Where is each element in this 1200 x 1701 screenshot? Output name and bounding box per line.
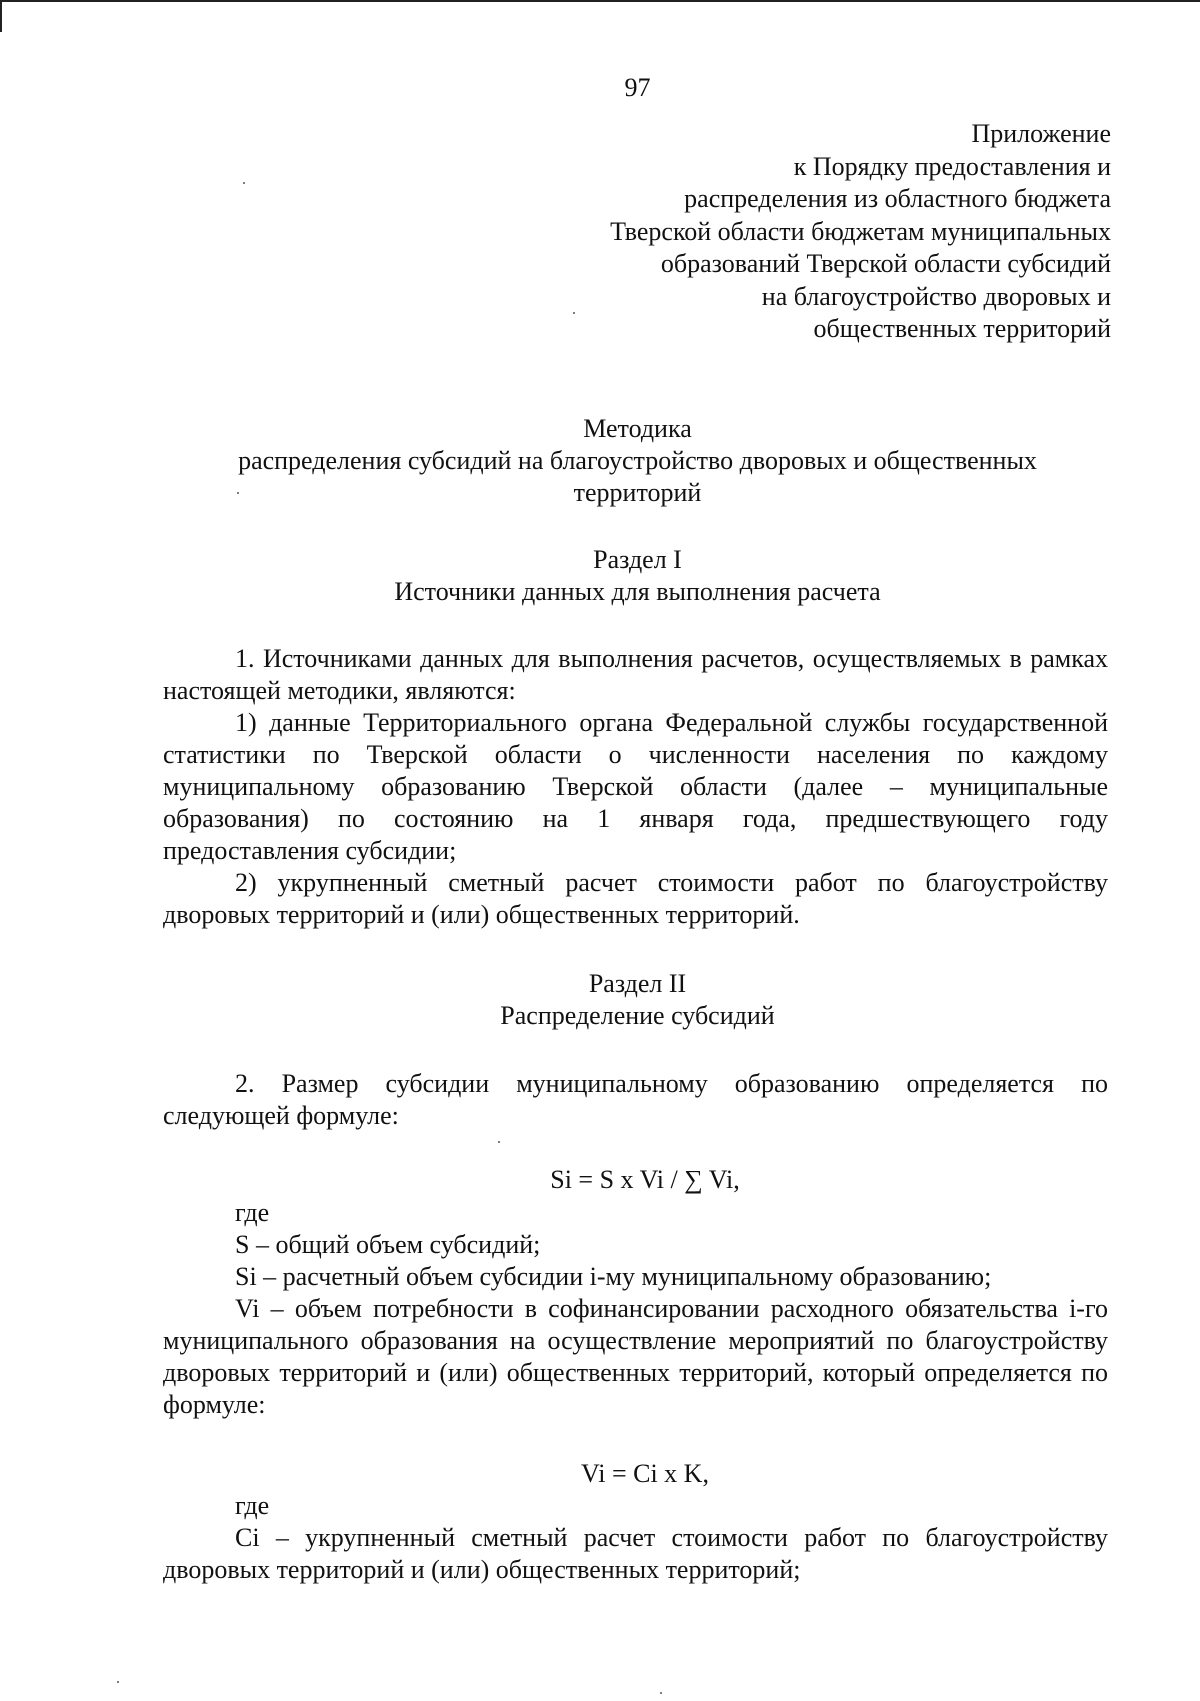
definition-vi: Vi – объем потребности в софинансировании расходного обязательства i-го муниципального образования на осуществление мероприятий по благоустройству дворовых территорий и (или) общественных территорий, который определяется по формуле: [163,1294,1108,1419]
formula-1-definitions [163,1197,1108,1421]
paragraph-2 [163,1068,1108,1132]
formula-vi: Vi = Ci x K, [581,1459,709,1488]
scan-speck [243,182,245,184]
where-label: где [235,1491,270,1520]
section-1-heading [150,544,1125,608]
section-heading: Раздел I [593,545,682,574]
formula-si: Si = S x Vi / ∑ Vi, [550,1165,740,1194]
scan-speck [117,1681,119,1683]
scan-border-top [0,0,1200,2]
paragraph-1: 1. Источниками данных для выполнения расчетов, осуществляемых в рамках настоящей методики, являются: [163,644,1108,705]
appendix-line: распределения из областного бюджета [684,184,1111,213]
scan-speck [498,1141,500,1143]
appendix-header [610,118,1111,346]
scan-speck [573,312,575,314]
section-subheading: Распределение субсидий [500,1001,775,1030]
appendix-line: Приложение [971,119,1111,148]
formula-2-definitions [163,1490,1108,1586]
paragraph-2-text: 2. Размер субсидии муниципальному образованию определяется по следующей формуле: [163,1069,1108,1130]
appendix-line: на благоустройство дворовых и [761,281,1111,311]
definition-s: S – общий объем субсидий; [235,1230,541,1259]
page-number: 97 [624,73,651,102]
title-line: территорий [573,478,702,507]
appendix-line: Тверской области бюджетам муниципальных [610,216,1111,246]
definition-ci: Ci – укрупненный сметный расчет стоимости работ по благоустройству дворовых территорий и (или) общественных территорий; [163,1523,1108,1584]
section-subheading: Источники данных для выполнения расчета [394,577,881,606]
list-item-1: 1) данные Территориального органа Федеральной службы государственной статистики по Тверской области о численности населения по каждому муниципальному образованию Тверской области (далее – муниципальные образования) по состоянию на 1 января года, предшествующего году предоставления субсидии; [163,708,1108,865]
where-label: где [235,1198,270,1227]
scan-speck [237,492,239,494]
scan-speck [660,1692,662,1694]
section-2-heading [150,968,1125,1032]
title-line: распределения субсидий на благоустройство дворовых и общественных [238,446,1037,475]
title-line: Методика [583,414,692,443]
list-item-2: 2) укрупненный сметный расчет стоимости работ по благоустройству дворовых территорий и (или) общественных территорий. [163,868,1108,929]
document-title [150,413,1125,509]
definition-si: Si – расчетный объем субсидии i-му муниципальному образованию; [235,1262,992,1291]
appendix-line: к Порядку предоставления и [793,151,1111,181]
section-heading: Раздел II [588,969,687,998]
scan-border-left [0,0,2,32]
appendix-line: общественных территорий [813,314,1111,343]
section-1-body [163,643,1108,931]
appendix-line: образований Тверской области субсидий [660,249,1111,278]
